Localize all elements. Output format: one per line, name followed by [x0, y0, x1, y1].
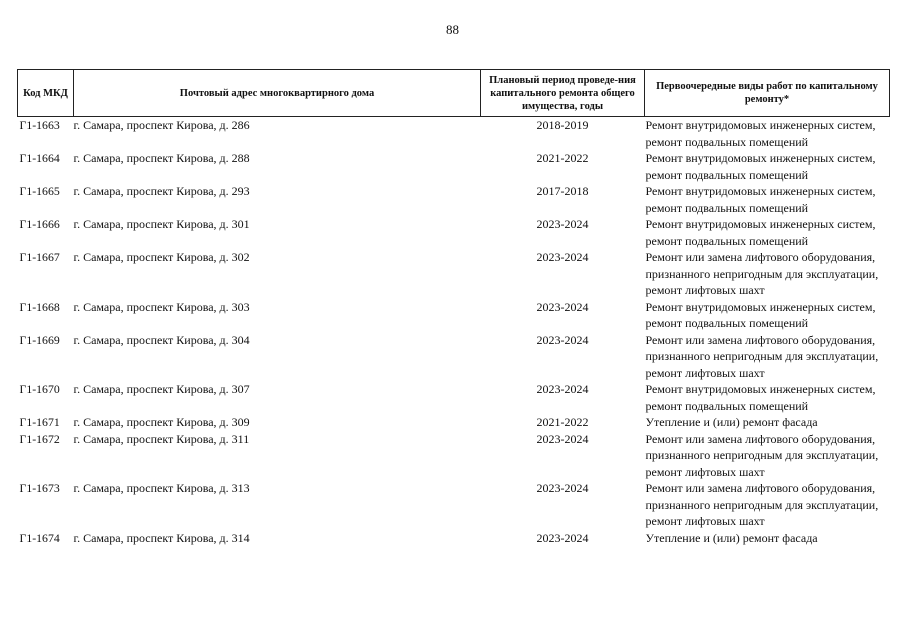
- cell-address: г. Самара, проспект Кирова, д. 293: [73, 184, 250, 198]
- cell-works: Утепление и (или) ремонт фасада: [645, 415, 818, 429]
- cell-works: Утепление и (или) ремонт фасада: [645, 530, 818, 545]
- cell-period: 2021-2022: [536, 151, 589, 165]
- cell-works: Ремонт внутридомовых инженерных систем, ремонт подвальных помещений: [645, 151, 876, 182]
- table-row: [18, 249, 890, 299]
- cell-code: Г1-1671: [19, 415, 60, 429]
- cell-code: Г1-1666: [19, 217, 60, 231]
- cell-works: Ремонт или замена лифтового оборудования, признанного непригодным для эксплуатации, ремонт лифтовых шахт: [645, 431, 879, 479]
- cell-address: г. Самара, проспект Кирова, д. 313: [73, 481, 250, 495]
- table-row: [18, 381, 890, 414]
- cell-address: г. Самара, проспект Кирова, д. 307: [73, 382, 250, 396]
- cell-period: 2023-2024: [536, 250, 589, 264]
- cell-code: Г1-1668: [19, 299, 60, 314]
- cell-code: Г1-1669: [19, 332, 60, 347]
- page-number: 88: [446, 22, 459, 37]
- table-header-row: [18, 70, 890, 117]
- cell-works: Ремонт внутридомовых инженерных систем, ремонт подвальных помещений: [645, 184, 876, 215]
- cell-code: Г1-1663: [19, 118, 60, 132]
- cell-code: Г1-1670: [19, 382, 60, 396]
- cell-address: г. Самара, проспект Кирова, д. 303: [73, 299, 250, 314]
- cell-works: Ремонт или замена лифтового оборудования, признанного непригодным для эксплуатации, ремонт лифтовых шахт: [645, 481, 879, 528]
- header-address: Почтовый адрес многоквартирного дома: [74, 70, 481, 117]
- cell-period: 2023-2024: [536, 481, 589, 495]
- cell-address: г. Самара, проспект Кирова, д. 288: [73, 151, 250, 165]
- capital-repair-table: [17, 69, 890, 546]
- table-body: [18, 117, 890, 547]
- cell-address: г. Самара, проспект Кирова, д. 301: [73, 217, 250, 231]
- cell-code: Г1-1673: [19, 481, 60, 495]
- cell-works: Ремонт внутридомовых инженерных систем, ремонт подвальных помещений: [645, 299, 876, 330]
- cell-works: Ремонт или замена лифтового оборудования, признанного непригодным для эксплуатации, ремонт лифтовых шахт: [645, 332, 879, 380]
- cell-works: Ремонт внутридомовых инженерных систем, ремонт подвальных помещений: [645, 382, 876, 413]
- cell-address: г. Самара, проспект Кирова, д. 309: [73, 415, 250, 429]
- cell-address: г. Самара, проспект Кирова, д. 302: [73, 250, 250, 264]
- cell-period: 2017-2018: [536, 184, 589, 198]
- table-row: [18, 117, 890, 151]
- cell-code: Г1-1674: [19, 530, 60, 545]
- table-row: [18, 431, 890, 481]
- table-row: [18, 414, 890, 431]
- cell-period: 2023-2024: [536, 299, 589, 314]
- cell-period: 2023-2024: [536, 217, 589, 231]
- table-row: [18, 530, 890, 547]
- cell-code: Г1-1664: [19, 151, 60, 165]
- header-code: Код МКД: [18, 70, 74, 117]
- cell-period: 2023-2024: [536, 431, 589, 446]
- cell-works: Ремонт внутридомовых инженерных систем, ремонт подвальных помещений: [645, 118, 876, 149]
- table-row: [18, 480, 890, 530]
- cell-address: г. Самара, проспект Кирова, д. 314: [73, 530, 250, 545]
- cell-address: г. Самара, проспект Кирова, д. 304: [73, 332, 250, 347]
- cell-code: Г1-1672: [19, 431, 60, 446]
- table-row: [18, 150, 890, 183]
- header-works: Первоочередные виды работ по капитальному ремонту*: [645, 70, 890, 117]
- table-row: [18, 332, 890, 382]
- cell-period: 2018-2019: [536, 118, 589, 132]
- table-row: [18, 216, 890, 249]
- cell-works: Ремонт или замена лифтового оборудования, признанного непригодным для эксплуатации, ремонт лифтовых шахт: [645, 250, 879, 297]
- table-row: [18, 299, 890, 332]
- cell-works: Ремонт внутридомовых инженерных систем, ремонт подвальных помещений: [645, 217, 876, 248]
- cell-address: г. Самара, проспект Кирова, д. 311: [73, 431, 250, 446]
- cell-period: 2023-2024: [536, 530, 589, 545]
- header-period: Плановый период проведе-ния капитального ремонта общего имущества, годы: [481, 70, 645, 117]
- cell-period: 2023-2024: [536, 332, 589, 347]
- cell-period: 2023-2024: [536, 382, 589, 396]
- cell-code: Г1-1665: [19, 184, 60, 198]
- cell-period: 2021-2022: [536, 415, 589, 429]
- cell-address: г. Самара, проспект Кирова, д. 286: [73, 118, 250, 132]
- table-row: [18, 183, 890, 216]
- cell-code: Г1-1667: [19, 250, 60, 264]
